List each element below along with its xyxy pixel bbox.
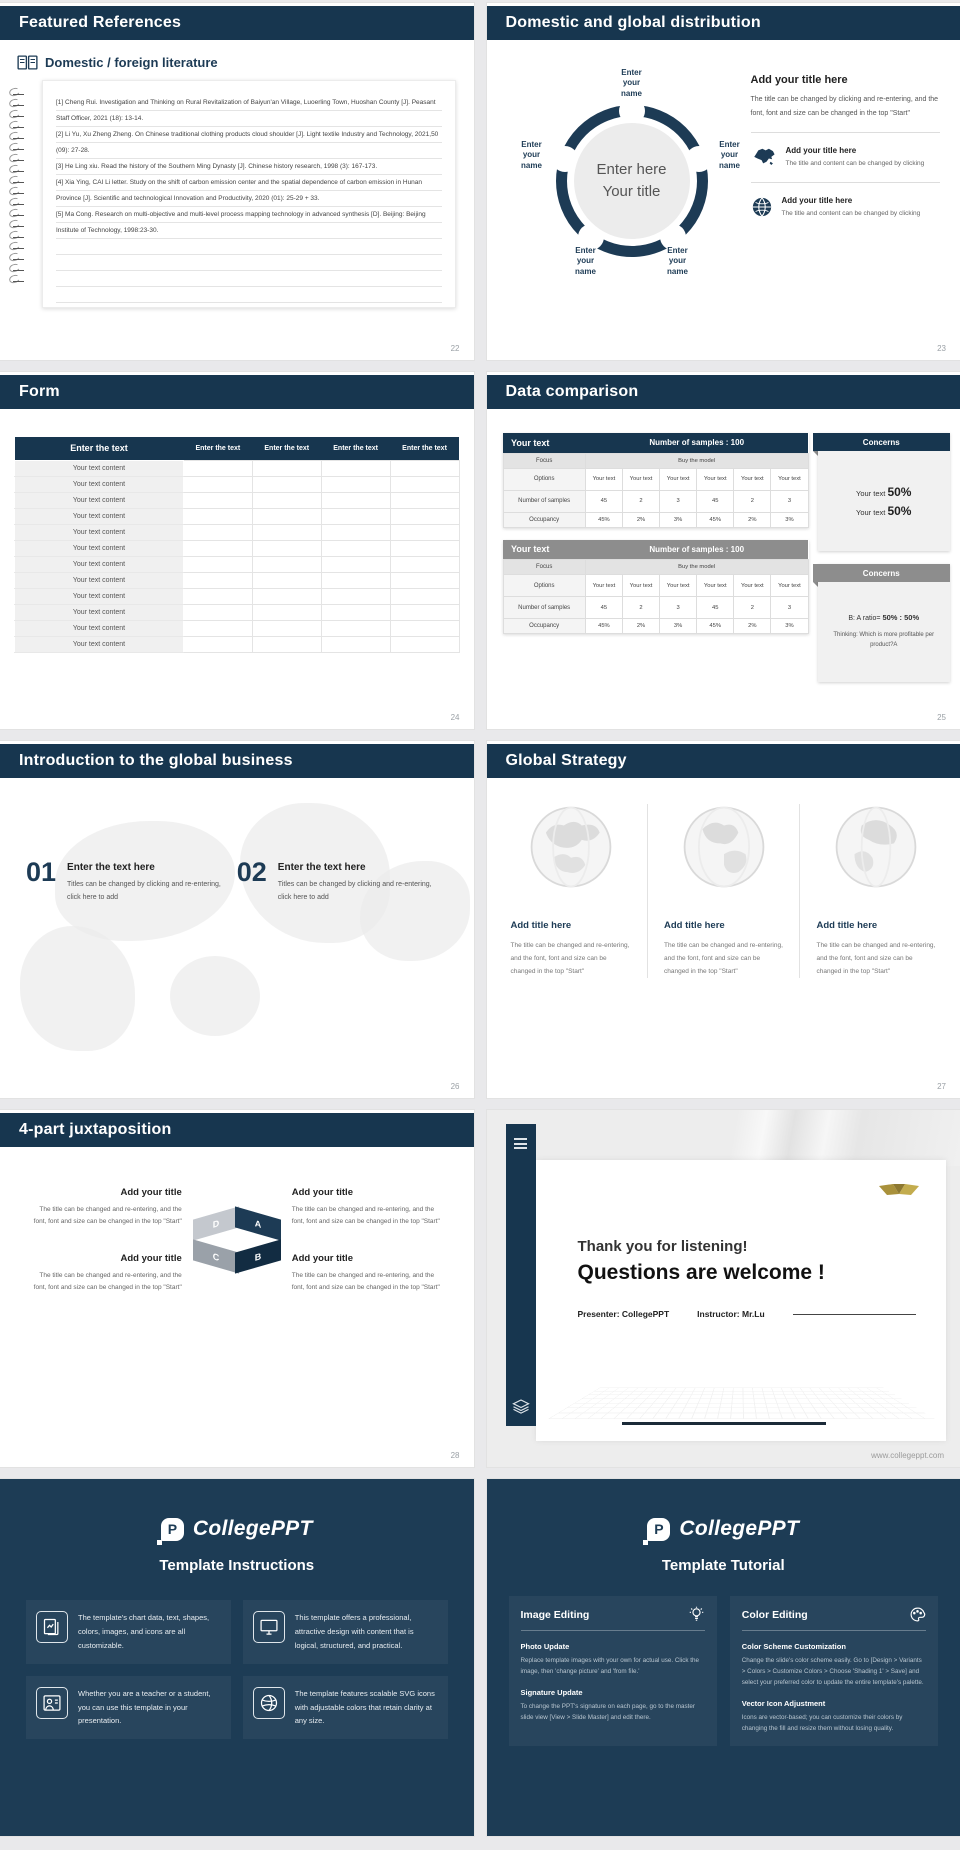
item-text: The title and content can be changed by clicking bbox=[785, 160, 925, 167]
block-text: The title can be changed by clicking and re-entering, and the font, font and size can be changed in the top "Start" bbox=[750, 96, 939, 117]
row-label: Your text content bbox=[15, 588, 184, 604]
slide-title-bar bbox=[487, 375, 960, 409]
slide-title: Data comparison bbox=[505, 383, 639, 400]
section-title: Image Editing bbox=[520, 1608, 590, 1621]
section-title: Color Editing bbox=[741, 1608, 808, 1621]
concern-note: Thinking: Which is more profitable per product?A bbox=[833, 632, 935, 648]
cell: Your text bbox=[697, 575, 734, 597]
chart-copies-icon bbox=[36, 1611, 68, 1643]
ratio-value: 50% : 50% bbox=[882, 613, 920, 623]
table-row bbox=[15, 636, 460, 652]
slide-title-bar bbox=[0, 6, 474, 40]
cell: 3 bbox=[771, 597, 808, 619]
concern-value: 50% bbox=[887, 484, 912, 499]
cell: 3 bbox=[771, 490, 808, 512]
item-title: Add title here bbox=[663, 920, 725, 931]
cell: 2% bbox=[734, 619, 771, 634]
literature-icon bbox=[17, 55, 38, 70]
item-text: The title can be changed and re-entering, and the font, font and size can be changed in the top "Start" bbox=[33, 1272, 182, 1292]
page-number: 24 bbox=[450, 713, 460, 722]
cell: 45% bbox=[697, 619, 734, 634]
row-label: Focus bbox=[503, 560, 585, 575]
entry-title: Vector Icon Adjustment bbox=[741, 1699, 826, 1709]
table-name: Your text bbox=[503, 540, 585, 560]
table-row bbox=[503, 490, 808, 512]
cell: Buy the model bbox=[585, 453, 808, 468]
slide-featured-references bbox=[0, 3, 474, 360]
item-title: Add your title here bbox=[781, 196, 853, 206]
thanks-line2: Questions are welcome ! bbox=[577, 1261, 825, 1284]
row-label: Occupancy bbox=[503, 619, 585, 634]
coil bbox=[9, 100, 24, 106]
coil bbox=[9, 210, 24, 216]
diagram-label: Enter your name bbox=[575, 246, 596, 276]
monitor-icon bbox=[253, 1611, 285, 1643]
slide-title-bar bbox=[487, 6, 960, 40]
cell: 45 bbox=[697, 490, 734, 512]
logo-wordmark: CollegePPT bbox=[192, 1517, 313, 1540]
item-text: Titles can be changed by clicking and re-entering, click here to add bbox=[277, 881, 432, 902]
entry-title: Signature Update bbox=[520, 1688, 583, 1698]
slide-title: Introduction to the global business bbox=[19, 752, 293, 769]
logo-mark-icon: P bbox=[161, 1518, 184, 1541]
item-text: The title and content can be changed by clicking bbox=[781, 210, 921, 218]
item-title: Add your title bbox=[291, 1187, 353, 1198]
slide-title: Global Strategy bbox=[505, 752, 627, 769]
row-label: Your text content bbox=[15, 540, 184, 556]
table-row bbox=[503, 575, 808, 597]
slide-template-instructions bbox=[0, 1479, 474, 1836]
cell: 2% bbox=[734, 512, 771, 527]
diagram-center-line1: Enter here bbox=[596, 160, 667, 178]
coil bbox=[9, 199, 24, 205]
cell: 45 bbox=[585, 490, 622, 512]
cell: Your text bbox=[622, 575, 659, 597]
strategy-column bbox=[647, 804, 799, 978]
tutorial-section bbox=[730, 1596, 938, 1746]
cell: 45% bbox=[697, 512, 734, 527]
comparison-table bbox=[503, 433, 809, 528]
column-header: Enter the text bbox=[321, 437, 390, 460]
slide-global-business-intro bbox=[0, 741, 474, 1098]
slide-title: Featured References bbox=[19, 14, 182, 31]
entry-text: To change the PPT's signature on each page, go to the master slide view [View > Slide Master] and edit there. bbox=[520, 1703, 695, 1722]
table-row bbox=[15, 524, 460, 540]
coil bbox=[9, 232, 24, 238]
divider bbox=[751, 182, 941, 183]
item-text: Titles can be changed by clicking and re-entering, click here to add bbox=[67, 881, 221, 902]
title-block bbox=[28, 1253, 182, 1293]
globe-illustration bbox=[681, 804, 767, 890]
cell: 2 bbox=[734, 490, 771, 512]
page-number: 22 bbox=[450, 344, 460, 353]
globe-illustration bbox=[833, 804, 919, 890]
page-number: 26 bbox=[450, 1082, 460, 1091]
cell: Your text bbox=[585, 468, 622, 490]
cell: Your text bbox=[771, 575, 808, 597]
item-title: Enter the text here bbox=[67, 862, 155, 873]
cell: Your text bbox=[660, 468, 697, 490]
logo-mark-icon: P bbox=[647, 1518, 670, 1541]
instructor-label: Instructor: Mr.Lu bbox=[697, 1309, 765, 1319]
table-row bbox=[15, 604, 460, 620]
table-row bbox=[15, 540, 460, 556]
slide-title: 4-part juxtaposition bbox=[19, 1121, 172, 1138]
gold-ribbon-logo-icon bbox=[878, 1182, 920, 1198]
column-header: Enter the text bbox=[183, 437, 252, 460]
table-row bbox=[503, 597, 808, 619]
row-label: Options bbox=[503, 468, 585, 490]
coil bbox=[9, 111, 24, 117]
wireframe-mesh-decoration bbox=[548, 1388, 935, 1419]
table-row bbox=[15, 476, 460, 492]
diagram-center-line2: Your title bbox=[602, 183, 661, 200]
cell: Your text bbox=[622, 468, 659, 490]
list-item bbox=[751, 144, 941, 171]
cell: 45 bbox=[585, 597, 622, 619]
cell: 3% bbox=[771, 512, 808, 527]
row-label: Your text content bbox=[15, 492, 184, 508]
item-title: Enter the text here bbox=[277, 862, 366, 873]
slide-title: Form bbox=[19, 383, 60, 400]
collegeppt-logo bbox=[487, 1479, 960, 1541]
table-row bbox=[503, 468, 808, 490]
cell: 45% bbox=[585, 512, 622, 527]
concern-ribbon: Concerns bbox=[813, 564, 951, 582]
slide-title-bar bbox=[487, 744, 960, 778]
cell: 2 bbox=[622, 597, 659, 619]
slide-title-bar bbox=[0, 375, 474, 409]
coil bbox=[9, 133, 24, 139]
slide-title-bar bbox=[0, 1113, 474, 1147]
entry-text: Change the slide's color scheme easily. Go to [Design > Variants > Colors > Customize Colors > Choose 'Shading 1' > Save] and select your preferred color to update the entire template's palette. bbox=[741, 1657, 924, 1687]
presenter-label: Presenter: CollegePPT bbox=[577, 1309, 670, 1319]
item-number: 02 bbox=[236, 857, 267, 887]
item-title: Add title here bbox=[510, 920, 572, 931]
table-row bbox=[15, 460, 460, 476]
slide-thank-you bbox=[487, 1110, 960, 1467]
coil bbox=[9, 166, 24, 172]
page-title: Template Instructions bbox=[159, 1557, 315, 1574]
diagram-label: Enter your name bbox=[667, 246, 688, 276]
column-header: Enter the text bbox=[390, 437, 459, 460]
reference-item: [1] Cheng Rui. Investigation and Thinking on Rural Revitalization of Baiyun'an Village, Luoerling Town, Huoshan County [J]. Peasant Staff Officer, 2021 (18): 13-14. bbox=[56, 95, 442, 127]
table-row bbox=[15, 492, 460, 508]
cell: 2% bbox=[622, 512, 659, 527]
row-label: Your text content bbox=[15, 476, 184, 492]
table-row bbox=[15, 620, 460, 636]
item-text: The title can be changed and re-entering, and the font, font and size can be changed in the top "Start" bbox=[816, 942, 936, 975]
instruction-item bbox=[26, 1676, 231, 1740]
table-row bbox=[503, 619, 808, 634]
item-text: The title can be changed and re-entering, and the font, font and size can be changed in the top "Start" bbox=[291, 1206, 440, 1225]
page-number: 23 bbox=[937, 344, 946, 353]
concern-box bbox=[818, 433, 951, 551]
instruction-item bbox=[243, 1600, 448, 1664]
table-samples-header: Number of samples : 100 bbox=[585, 433, 808, 453]
thanks-line1: Thank you for listening! bbox=[577, 1238, 748, 1255]
page-number: 25 bbox=[937, 713, 946, 722]
coil bbox=[9, 243, 24, 249]
cell: Your text bbox=[771, 468, 808, 490]
row-label: Number of samples bbox=[503, 490, 585, 512]
instruction-text: The template's chart data, text, shapes, colors, images, and icons are all customizable. bbox=[78, 1613, 210, 1650]
row-label: Your text content bbox=[15, 524, 184, 540]
coil bbox=[9, 265, 24, 271]
cell: Your text bbox=[585, 575, 622, 597]
bottom-rule bbox=[622, 1422, 827, 1425]
instruction-item bbox=[243, 1676, 448, 1740]
coil bbox=[9, 254, 24, 260]
cell: 3 bbox=[660, 490, 697, 512]
coil bbox=[9, 155, 24, 161]
item-title: Add your title here bbox=[785, 146, 857, 155]
cell: Your text bbox=[660, 575, 697, 597]
column-header: Enter the text bbox=[15, 437, 184, 460]
item-text: The title can be changed and re-entering, and the font, font and size can be changed in the top "Start" bbox=[510, 942, 630, 975]
cell: Buy the model bbox=[585, 560, 808, 575]
menu-icon bbox=[514, 1138, 527, 1149]
numbered-item bbox=[26, 859, 237, 905]
table-row bbox=[503, 560, 808, 575]
slide-title: Domestic and global distribution bbox=[505, 14, 761, 31]
item-title: Add your title bbox=[291, 1253, 353, 1265]
collegeppt-logo bbox=[0, 1479, 474, 1541]
table-name: Your text bbox=[503, 433, 585, 453]
swoosh-decoration bbox=[487, 1110, 960, 1166]
reference-item: [3] He Ling xiu. Read the history of the Southern Ming Dynasty [J]. Chinese history research, 1998 (3): 167-173. bbox=[56, 159, 442, 175]
coil bbox=[9, 177, 24, 183]
numbered-item bbox=[237, 859, 448, 905]
row-label: Your text content bbox=[15, 620, 184, 636]
globe-illustration bbox=[528, 804, 614, 890]
item-number: 01 bbox=[26, 857, 57, 887]
website-url: www.collegeppt.com bbox=[871, 1451, 944, 1460]
diagram-letter: C bbox=[193, 1240, 239, 1274]
section-heading-label: Domestic / foreign literature bbox=[45, 55, 218, 70]
reference-item: [5] Ma Cong. Research on multi-objective and multi-level process mapping technology in advanced synthesis [D]. Beijing: Beijing Institute of Technology, 1998:23-30. bbox=[56, 207, 442, 239]
logo-wordmark: CollegePPT bbox=[679, 1517, 800, 1540]
reference-item: [4] Xia Ying, CAI Li letter. Study on the shift of carbon emission center and the spatial dependence of carbon emission in Hunan Province [J]. Scientific and technological Innovation and Productivity, 2020 (01): 25-29 + 33. bbox=[56, 175, 442, 207]
row-label: Options bbox=[503, 575, 585, 597]
row-label: Focus bbox=[503, 453, 585, 468]
table-row bbox=[15, 572, 460, 588]
slide-global-strategy bbox=[487, 741, 960, 1098]
concern-ribbon: Concerns bbox=[813, 433, 951, 451]
cell: 3% bbox=[660, 512, 697, 527]
row-label: Your text content bbox=[15, 460, 184, 476]
instruction-text: Whether you are a teacher or a student, you can use this template in your presentation. bbox=[78, 1688, 211, 1726]
lightbulb-icon bbox=[688, 1606, 705, 1623]
slide-data-comparison bbox=[487, 372, 960, 729]
x-diagram bbox=[191, 1205, 283, 1275]
layers-icon bbox=[512, 1398, 530, 1414]
divider bbox=[751, 132, 941, 133]
column-header: Enter the text bbox=[252, 437, 321, 460]
item-text: The title can be changed and re-entering, and the font, font and size can be changed in the top "Start" bbox=[291, 1272, 440, 1292]
row-label: Your text content bbox=[15, 572, 184, 588]
diagram-label: Enter your name bbox=[621, 68, 642, 98]
reference-item: [2] Li Yu, Xu Zheng Zheng. On Chinese traditional clothing products cloud shoulder [J]. Light textile Industry and Technology, 2021,50 (09): 27-28. bbox=[56, 127, 442, 159]
coil bbox=[9, 188, 24, 194]
entry-text: Replace template images with your own for actual use. Click the image, then 'change picture' and 'from file.' bbox=[520, 1657, 699, 1676]
strategy-column bbox=[799, 804, 951, 978]
item-title: Add your title bbox=[120, 1253, 182, 1265]
item-text: The title can be changed and re-entering, and the font, font and size can be changed in the top "Start" bbox=[33, 1206, 182, 1225]
coil bbox=[9, 276, 24, 282]
form-table bbox=[14, 437, 460, 653]
vector-ball-icon bbox=[253, 1687, 285, 1719]
coil bbox=[9, 221, 24, 227]
cell: 2% bbox=[622, 619, 659, 634]
row-label: Your text content bbox=[15, 556, 184, 572]
table-row bbox=[503, 453, 808, 468]
circle-diagram bbox=[517, 66, 747, 296]
ratio-label: B: A ratio= bbox=[848, 615, 881, 623]
slide-form bbox=[0, 372, 474, 729]
entry-title: Color Scheme Customization bbox=[741, 1642, 846, 1651]
cell: 3% bbox=[660, 619, 697, 634]
cell: 3% bbox=[771, 619, 808, 634]
diagram-center bbox=[574, 123, 690, 239]
divider bbox=[793, 1314, 916, 1315]
diagram-label: Enter your name bbox=[719, 140, 740, 170]
entry-text: Icons are vector-based; you can customize their colors by changing the fill and resize them without losing quality. bbox=[741, 1714, 903, 1733]
palette-icon bbox=[909, 1606, 926, 1623]
list-item bbox=[751, 194, 941, 221]
strategy-column bbox=[495, 804, 647, 978]
cell: 3 bbox=[660, 597, 697, 619]
title-block bbox=[292, 1187, 446, 1227]
concern-label: Your text bbox=[856, 488, 886, 498]
coil bbox=[9, 89, 24, 95]
row-label: Your text content bbox=[15, 604, 184, 620]
cell: Your text bbox=[697, 468, 734, 490]
entry-title: Photo Update bbox=[520, 1642, 570, 1651]
china-map-icon bbox=[751, 146, 777, 166]
instruction-item bbox=[26, 1600, 231, 1664]
instruction-text: The template features scalable SVG icons with adjustable colors that retain clarity at any size. bbox=[294, 1688, 435, 1726]
table-row bbox=[15, 588, 460, 604]
section-heading bbox=[17, 55, 474, 70]
table-row bbox=[15, 508, 460, 524]
side-bar bbox=[506, 1124, 536, 1426]
cell: 2 bbox=[622, 490, 659, 512]
coil bbox=[9, 144, 24, 150]
slide-title-bar bbox=[0, 744, 474, 778]
coil bbox=[9, 122, 24, 128]
row-label: Your text content bbox=[15, 636, 184, 652]
globe-icon bbox=[751, 196, 773, 218]
spiral-binding bbox=[9, 89, 24, 282]
concern-value: 50% bbox=[887, 503, 912, 518]
diagram-letter: A bbox=[235, 1207, 281, 1241]
cell: Your text bbox=[734, 468, 771, 490]
slide-4-part-juxtaposition bbox=[0, 1110, 474, 1467]
page-number: 27 bbox=[937, 1082, 946, 1091]
references-panel bbox=[42, 80, 456, 308]
instruction-text: This template offers a professional, attractive design with content that is logical, structured, and practical. bbox=[294, 1613, 414, 1650]
item-title: Add your title bbox=[120, 1187, 182, 1198]
slide-domestic-global-distribution bbox=[487, 3, 960, 360]
item-title: Add title here bbox=[816, 920, 878, 931]
concern-label: Your text bbox=[856, 507, 886, 517]
tutorial-section bbox=[509, 1596, 717, 1746]
cell: 45 bbox=[697, 597, 734, 619]
concern-box bbox=[818, 564, 951, 682]
ruled-lines bbox=[56, 239, 442, 303]
row-label: Your text content bbox=[15, 508, 184, 524]
teacher-icon bbox=[36, 1687, 68, 1719]
diagram-letter: D bbox=[193, 1207, 239, 1241]
page-title: Template Tutorial bbox=[661, 1557, 785, 1574]
block-title: Add your title here bbox=[750, 74, 848, 86]
cell: 45% bbox=[585, 619, 622, 634]
row-label: Occupancy bbox=[503, 512, 585, 527]
page-number: 28 bbox=[450, 1451, 460, 1460]
table-row bbox=[15, 556, 460, 572]
title-block bbox=[292, 1253, 446, 1293]
content-card bbox=[536, 1160, 947, 1441]
row-label: Number of samples bbox=[503, 597, 585, 619]
table-row bbox=[503, 512, 808, 527]
table-samples-header: Number of samples : 100 bbox=[585, 540, 808, 560]
cell: Your text bbox=[734, 575, 771, 597]
comparison-table bbox=[503, 540, 809, 635]
item-text: The title can be changed and re-entering, and the font, font and size can be changed in the top "Start" bbox=[663, 942, 783, 975]
diagram-letter: B bbox=[235, 1240, 281, 1274]
cell: 2 bbox=[734, 597, 771, 619]
slide-template-tutorial bbox=[487, 1479, 960, 1836]
diagram-label: Enter your name bbox=[521, 140, 542, 170]
title-block bbox=[28, 1187, 182, 1227]
